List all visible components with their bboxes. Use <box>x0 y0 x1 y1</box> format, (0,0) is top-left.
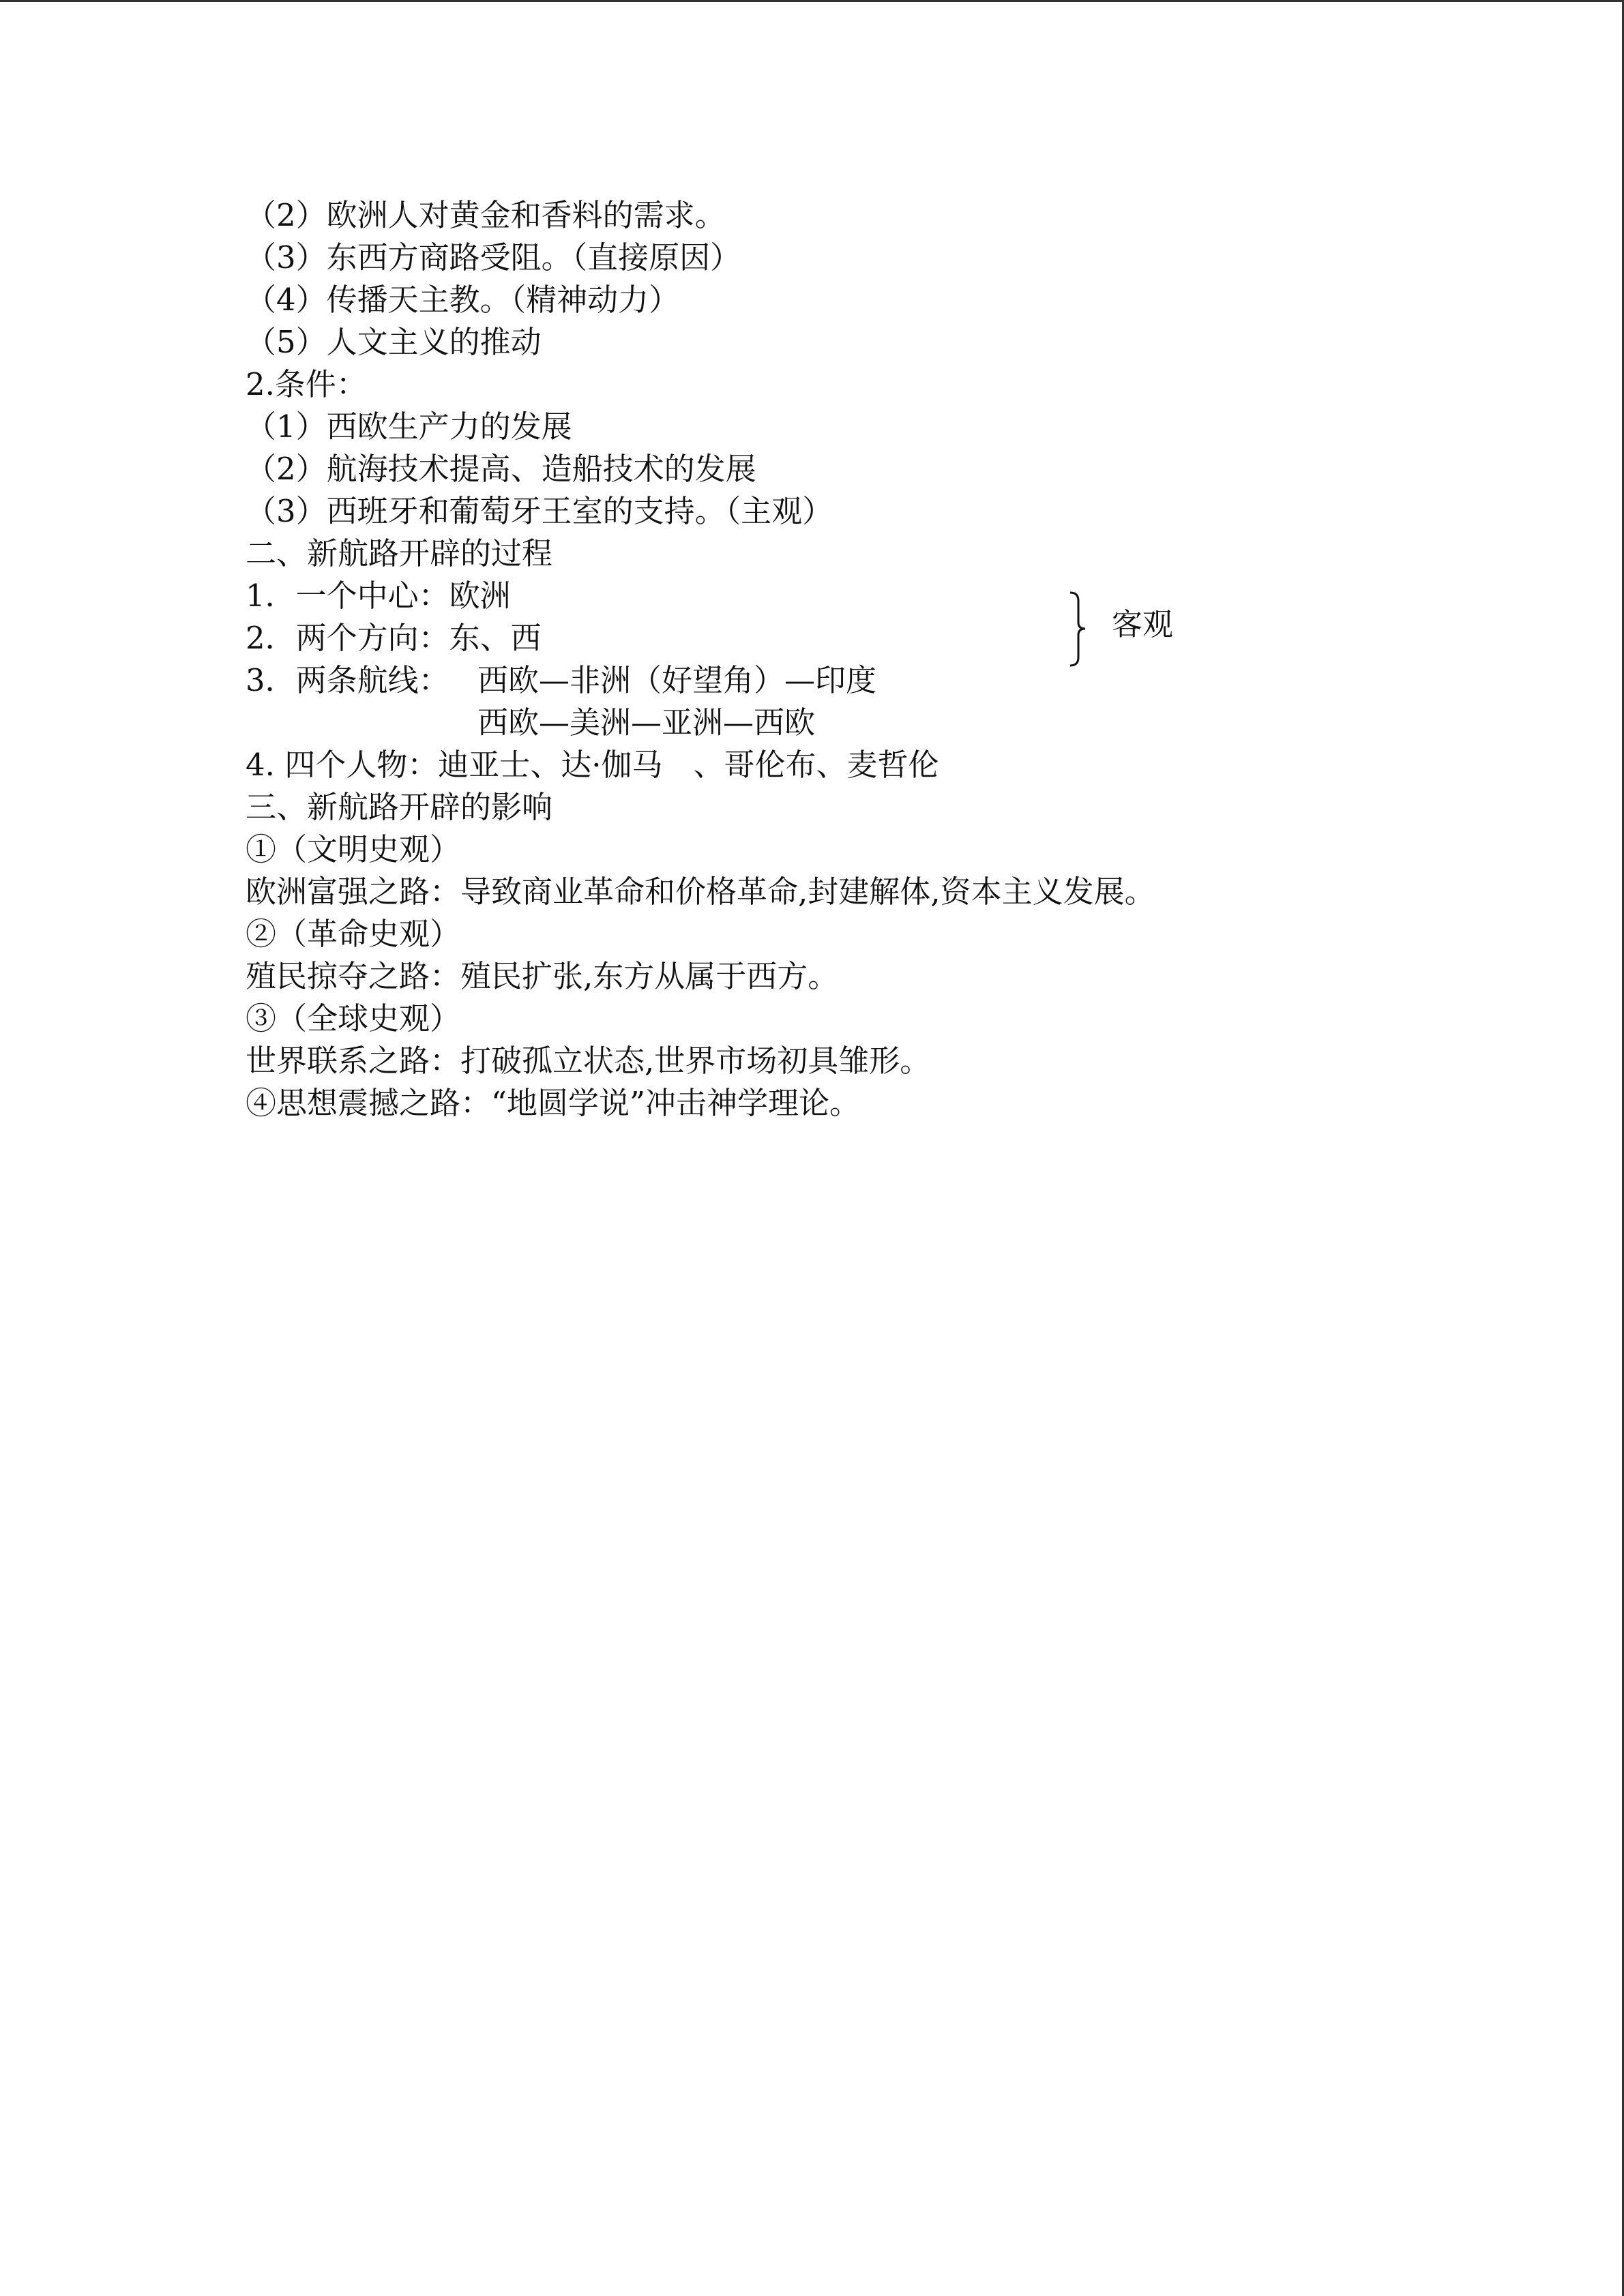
impact-view-1: ①（文明史观） <box>246 831 461 867</box>
cause-item-2: （2）欧洲人对黄金和香料的需求。 <box>246 197 726 233</box>
condition-item-1: （1）西欧生产力的发展 <box>246 408 572 445</box>
impact-view-2: ②（革命史观） <box>246 916 461 952</box>
process-item-4: 4. 四个人物：迪亚士、达·伽马 、哥伦布、麦哲伦 <box>246 747 939 783</box>
route-1: 西欧—非洲（好望角）—印度 <box>477 662 877 698</box>
route-2: 西欧—美洲—亚洲—西欧 <box>477 704 816 741</box>
condition-item-2: （2）航海技术提高、造船技术的发展 <box>246 451 756 487</box>
impact-item-1: 欧洲富强之路：导致商业革命和价格革命,封建解体,资本主义发展。 <box>246 874 1155 910</box>
cause-item-3: （3）东西方商路受阻。（直接原因） <box>246 239 741 275</box>
page-border-top <box>0 0 1624 2</box>
process-item-1: 1．一个中心：欧洲 <box>246 578 511 614</box>
brace-icon <box>1067 590 1095 668</box>
section-heading-process: 二、新航路开辟的过程 <box>246 535 553 571</box>
process-item-2: 2．两个方向：东、西 <box>246 620 542 656</box>
process-item-3 <box>246 659 877 702</box>
cause-item-5: （5）人文主义的推动 <box>246 324 542 360</box>
conditions-heading: 2.条件： <box>246 366 367 402</box>
impact-item-3: 世界联系之路：打破孤立状态,世界市场初具雏形。 <box>246 1043 931 1079</box>
cause-item-4: （4）传播天主教。（精神动力） <box>246 282 680 318</box>
impact-view-3: ③（全球史观） <box>246 1000 461 1037</box>
impact-item-2: 殖民掠夺之路：殖民扩张,东方从属于西方。 <box>246 958 839 994</box>
condition-item-3: （3）西班牙和葡萄牙王室的支持。（主观） <box>246 493 833 529</box>
section-heading-impact: 三、新航路开辟的影响 <box>246 789 553 825</box>
process-item-3-label: 3．两条航线： <box>246 662 449 698</box>
impact-item-4: ④思想震撼之路：“地圆学说”冲击神学理论。 <box>246 1085 861 1121</box>
objective-label: 客观 <box>1112 606 1174 642</box>
